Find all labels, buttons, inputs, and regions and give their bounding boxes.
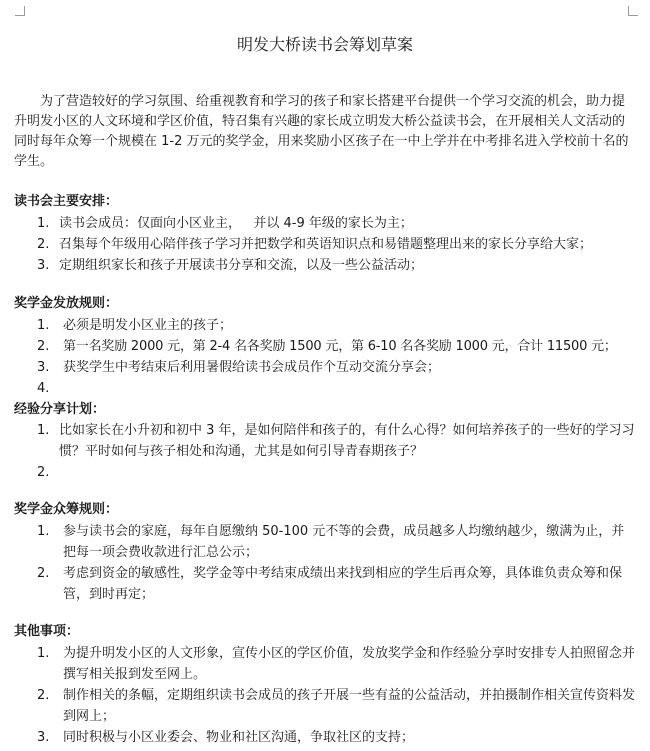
list-number: 2. <box>37 688 50 703</box>
section-heading-other-matters: 其他事项： <box>14 624 80 639</box>
list-number: 2. <box>37 339 50 354</box>
list-item <box>37 234 637 255</box>
list-text <box>59 462 637 483</box>
list-number: 1. <box>37 318 50 333</box>
document-title: 明发大桥读书会筹划草案 <box>236 35 413 54</box>
list-text: 制作相关的条幅，定期组织读书会成员的孩子开展一些有益的公益活动，并拍摄制作相关宣传资料发到网上； <box>63 688 636 724</box>
list-item <box>37 213 637 234</box>
list-item <box>37 685 637 727</box>
section-heading-reading-club: 读书会主要安排： <box>14 194 119 209</box>
intro-paragraph: 为了营造较好的学习氛围、给重视教育和学习的孩子和家长搭建平台提供一个学习交流的机会，助力提升明发小区的人文环境和学区价值，特召集有兴趣的家长成立明发大桥公益读书会，在开展相关人文活动的同时每年众筹一个规模在 1-2 万元的奖学金，用来奖励小区孩子在一中上学并在中考排名进入学校前十名的学生。 <box>14 94 629 169</box>
list-text <box>63 378 637 399</box>
list-text: 召集每个年级用心陪伴孩子学习并把数学和英语知识点和易错题整理出来的家长分享给大家； <box>59 237 593 252</box>
list-text: 为提升明发小区的人文形象，宣传小区的学区价值，发放奖学金和作经验分享时安排专人拍照留念并撰写相关报到发至网上。 <box>63 646 636 682</box>
list-text: 必须是明发小区业主的孩子； <box>63 318 233 333</box>
list-number: 1. <box>37 216 50 231</box>
section-heading-experience-sharing: 经验分享计划： <box>14 402 106 417</box>
list-item <box>37 255 637 276</box>
list-number: 3. <box>37 730 50 745</box>
list-number: 2. <box>37 566 50 581</box>
list-number: 4. <box>37 381 50 396</box>
list-number: 3. <box>37 360 50 375</box>
list-text: 考虑到资金的敏感性，奖学金等中考结束成绩出来找到相应的学生后再众筹，具体谁负责众筹和保管，到时再定； <box>63 566 623 602</box>
list-number: 1. <box>37 524 50 539</box>
list-item <box>37 315 637 336</box>
list-number: 1. <box>37 423 50 438</box>
list-text: 定期组织家长和孩子开展读书分享和交流，以及一些公益活动； <box>59 258 424 273</box>
section-heading-scholarship-rules: 奖学金发放规则： <box>14 296 119 311</box>
page-corner-mark-right <box>628 6 638 16</box>
list-item <box>37 462 637 483</box>
list-text: 同时积极与小区业委会、物业和社区沟通，争取社区的支持； <box>63 730 415 745</box>
page-corner-mark-left <box>15 6 25 16</box>
list-number: 1. <box>37 646 50 661</box>
list-item <box>37 357 637 378</box>
list-item <box>37 563 637 605</box>
list-item <box>37 378 637 399</box>
list-text: 第一名奖励 2000 元，第 2-4 名各奖励 1500 元，第 6-10 名各奖励 1000 元，合计 11500 元； <box>63 339 617 354</box>
list-item <box>37 420 637 462</box>
list-text: 参与读书会的家庭，每年自愿缴纳 50-100 元不等的会费，成员越多人均缴纳越少，缴满为止，并把每一项会费收款进行汇总公示； <box>63 524 625 560</box>
list-text: 获奖学生中考结束后利用暑假给读书会成员作个互动交流分享会； <box>63 360 441 375</box>
list-text: 比如家长在小升初和初中 3 年，是如何陪伴和孩子的，有什么心得？如何培养孩子的一些好的学习习惯？平时如何与孩子相处和沟通，尤其是如何引导青春期孩子？ <box>59 423 635 459</box>
list-number: 2. <box>37 237 50 252</box>
list-item <box>37 727 637 748</box>
section-heading-crowdfunding-rules: 奖学金众筹规则： <box>14 502 119 517</box>
list-item <box>37 643 637 685</box>
list-number: 3. <box>37 258 50 273</box>
list-item <box>37 521 637 563</box>
list-number: 2. <box>37 465 50 480</box>
list-text: 读书会成员：仅面向小区业主， 并以 4-9 年级的家长为主； <box>59 216 413 231</box>
list-item <box>37 336 637 357</box>
